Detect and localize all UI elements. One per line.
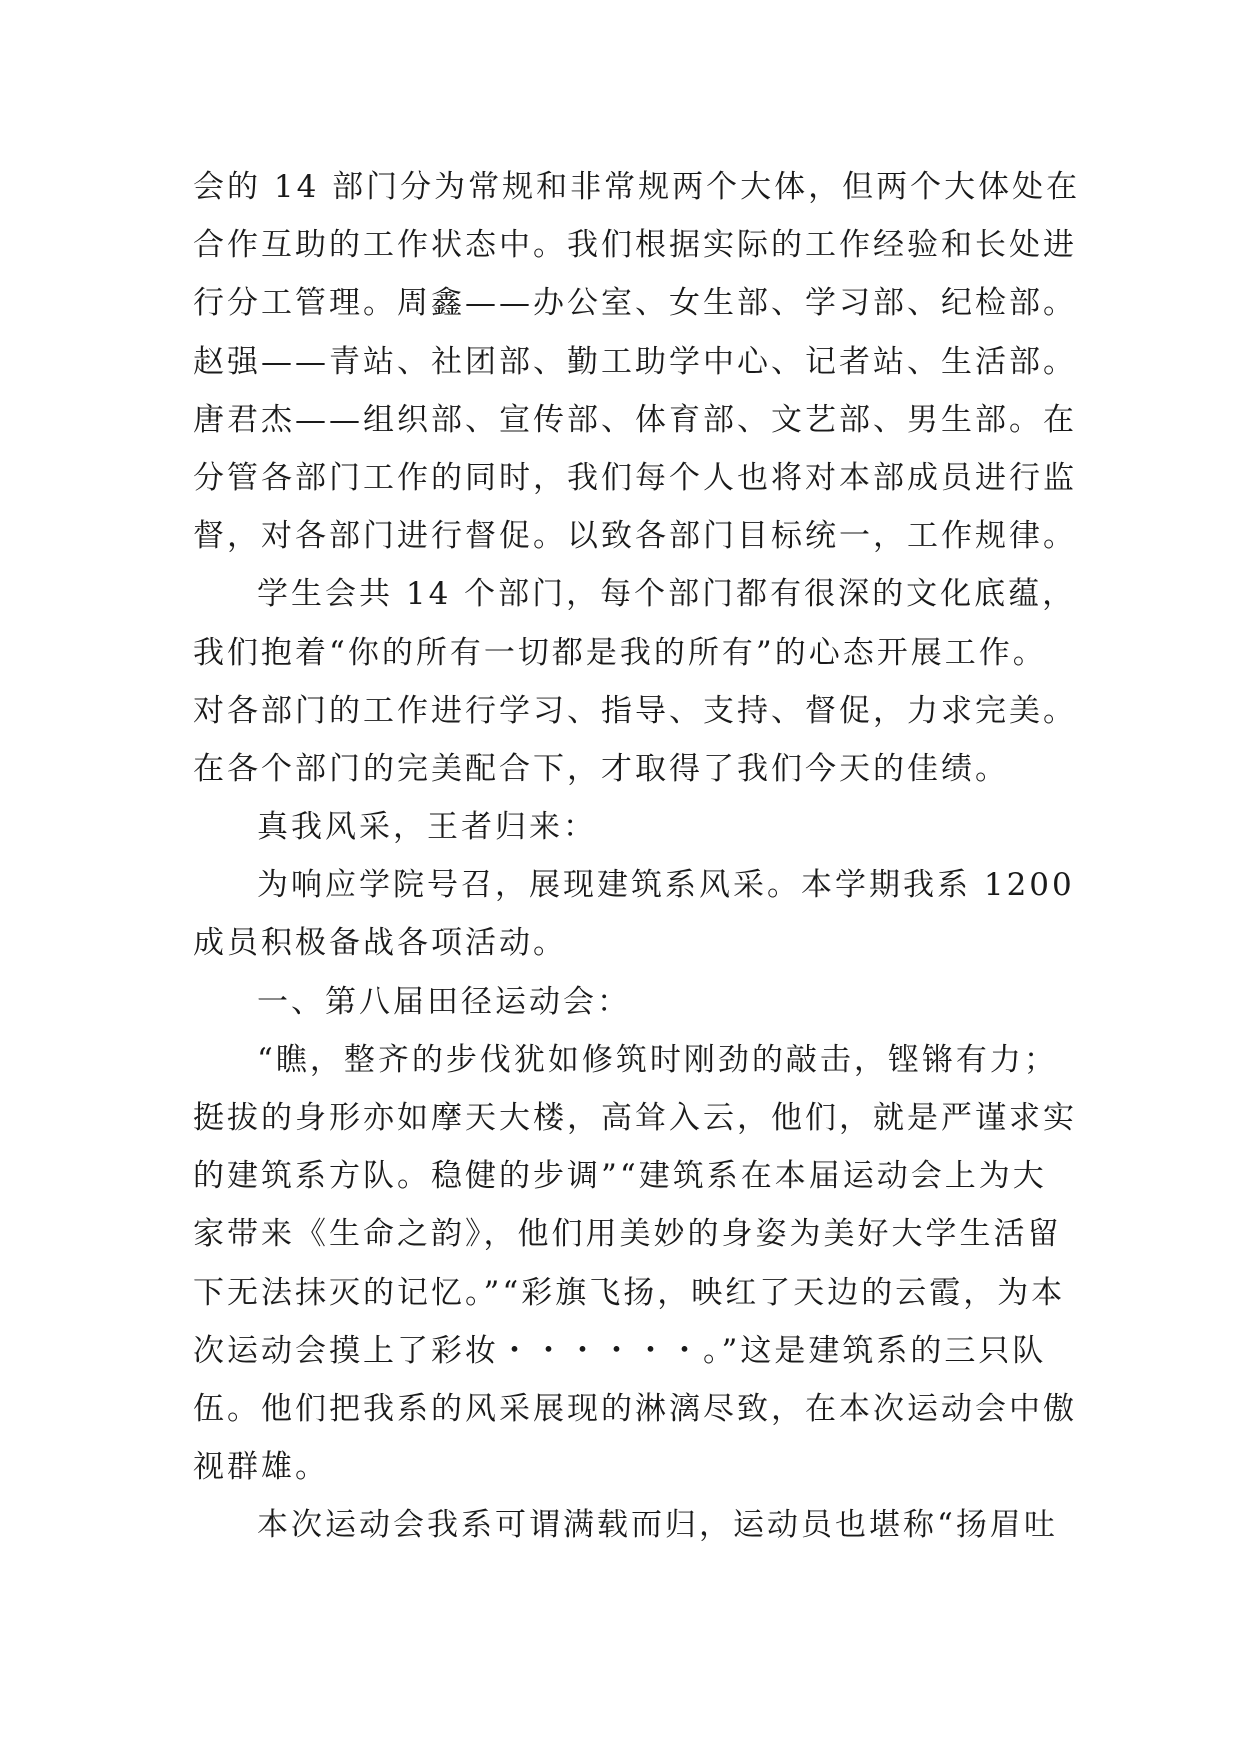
text-line: 伍。他们把我系的风采展现的淋漓尽致，在本次运动会中傲 bbox=[193, 1390, 1077, 1427]
text-line: 行分工管理。周鑫——办公室、女生部、学习部、纪检部。 bbox=[193, 285, 1077, 322]
text-line: 唐君杰——组织部、宣传部、体育部、文艺部、男生部。在 bbox=[193, 401, 1077, 438]
text-line: 真我风采，王者归来： bbox=[257, 809, 597, 846]
text-line: “瞧，整齐的步伐犹如修筑时刚劲的敲击，铿锵有力； bbox=[257, 1041, 1058, 1078]
text-line: 对各部门的工作进行学习、指导、支持、督促，力求完美。 bbox=[193, 692, 1077, 729]
text-line: 赵强——青站、社团部、勤工助学中心、记者站、生活部。 bbox=[193, 343, 1077, 380]
text-line: 督，对各部门进行督促。以致各部门目标统一，工作规律。 bbox=[193, 518, 1077, 555]
text-line: 家带来《生命之韵》，他们用美妙的身姿为美好大学生活留 bbox=[193, 1216, 1062, 1253]
text-line: 为响应学院号召，展现建筑系风采。本学期我系 1200 bbox=[257, 867, 1075, 904]
body-text bbox=[193, 158, 1081, 1555]
text-line: 合作互助的工作状态中。我们根据实际的工作经验和长处进 bbox=[193, 227, 1077, 264]
text-line: 在各个部门的完美配合下，才取得了我们今天的佳绩。 bbox=[193, 750, 1009, 787]
text-line: 挺拔的身形亦如摩天大楼，高耸入云，他们，就是严谨求实 bbox=[193, 1100, 1077, 1136]
text-line: 我们抱着“你的所有一切都是我的所有”的心态开展工作。 bbox=[193, 634, 1047, 671]
text-line: 的建筑系方队。稳健的步调”“建筑系在本届运动会上为大 bbox=[193, 1158, 1047, 1195]
text-line: 视群雄。 bbox=[193, 1449, 329, 1486]
text-line: 本次运动会我系可谓满载而归，运动员也堪称“扬眉吐 bbox=[257, 1507, 1058, 1544]
text-line: 下无法抹灭的记忆。”“彩旗飞扬，映红了天边的云霞，为本 bbox=[193, 1274, 1066, 1311]
text-line: 会的 14 部门分为常规和非常规两个大体，但两个大体处在 bbox=[193, 169, 1081, 205]
text-line: 次运动会摸上了彩妆・・・・・・。”这是建筑系的三只队 bbox=[193, 1332, 1047, 1369]
text-line: 分管各部门工作的同时，我们每个人也将对本部成员进行监 bbox=[193, 459, 1077, 496]
text-line: 一、第八届田径运动会： bbox=[257, 983, 631, 1020]
text-line: 学生会共 14 个部门，每个部门都有很深的文化底蕴， bbox=[257, 576, 1077, 613]
text-line: 成员积极备战各项活动。 bbox=[193, 925, 567, 962]
